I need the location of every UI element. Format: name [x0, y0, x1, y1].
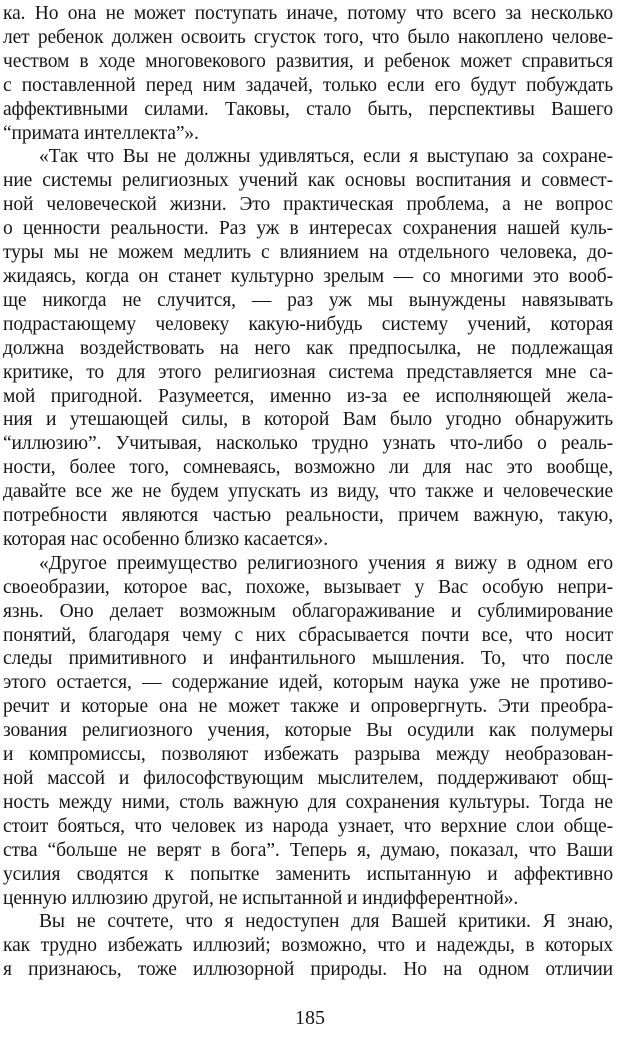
- text-line: ства “больше не верят в бога”. Теперь я, думаю, показал, что Ваши: [3, 839, 613, 861]
- text-line: «Другое преимущество религиозного учения я вижу в одном его: [39, 552, 613, 574]
- text-line: “примата интеллекта”».: [3, 122, 199, 144]
- text-line: лет ребенок должен освоить сгусток того, что было накоплено челове-: [3, 26, 613, 48]
- text-line: ной человеческой жизни. Это практическая проблема, а не вопрос: [3, 194, 613, 216]
- text-line: я признаюсь, тоже иллюзорной природы. Но на одном отличии: [3, 959, 613, 981]
- text-line: чеством в ходе многовекового развития, и ребенок может справиться: [3, 50, 613, 72]
- text-line: «Так что Вы не должны удивляться, если я выступаю за сохране-: [39, 146, 613, 168]
- text-line: стоит бояться, что человек из народа узнает, что верхние слои обще-: [3, 815, 613, 837]
- text-line: понятий, благодаря чему с них сбрасывается почти все, что носит: [3, 624, 613, 646]
- text-line: и компромиссы, позволяют избежать разрыва между необразован-: [3, 744, 613, 766]
- text-line: как трудно избежать иллюзий; возможно, что и надежды, в которых: [3, 935, 613, 957]
- text-line: жидаясь, когда он станет культурно зрелым — со многими это вооб-: [3, 265, 613, 287]
- page-text: [3, 2, 613, 982]
- text-line: должна воздействовать на него как предпосылка, не подлежащая: [3, 337, 613, 359]
- text-line: язнь. Оно делает возможным облагораживание и сублимирование: [3, 600, 613, 622]
- text-line: зования религиозного учения, которые Вы осудили как полумеры: [3, 720, 613, 742]
- text-line: подрастающему человеку какую-нибудь систему учений, которая: [3, 313, 613, 335]
- text-line: мой пригодной. Разумеется, именно из-за ее исполняющей жела-: [3, 385, 613, 407]
- text-line: речит и которые она не может также и опровергнуть. Эти преобра-: [3, 696, 613, 718]
- text-line: туры мы не можем медлить с влиянием на отдельного человека, до-: [3, 242, 613, 264]
- text-line: ность между ними, столь важную для сохранения культуры. Тогда не: [3, 791, 613, 813]
- text-line: о ценности реальности. Раз уж в интересах сохранения нашей куль-: [3, 218, 613, 240]
- text-line: аффективными силами. Таковы, стало быть, перспективы Вашего: [3, 98, 613, 120]
- text-line: усилия сводятся к попытке заменить испытанную и аффективно: [3, 863, 613, 885]
- text-line: ной массой и философствующим мыслителем, поддерживают общ-: [3, 768, 613, 789]
- page-number: 185: [295, 1007, 325, 1029]
- text-line: Вы не сочтете, что я недоступен для Вашей критики. Я знаю,: [39, 911, 613, 933]
- text-line: ка. Но она не может поступать иначе, потому что всего за несколько: [3, 3, 613, 24]
- text-line: критике, то для этого религиозная система представляется мне са-: [3, 361, 613, 383]
- text-line: “иллюзию”. Учитывая, насколько трудно узнать что-либо о реаль-: [3, 433, 613, 455]
- text-line: следы примитивного и инфантильного мышления. То, что после: [3, 648, 613, 670]
- text-line: своеобразии, которое вас, похоже, вызывает у Вас особую непри-: [3, 576, 613, 598]
- text-line: давайте все же не будем упускать из виду, что также и человеческие: [3, 481, 613, 503]
- text-line: которая нас особенно близко касается».: [3, 528, 328, 550]
- text-line: ности, более того, сомневаясь, возможно ли для нас это вообще,: [3, 457, 613, 479]
- text-line: ния и утешающей силы, в которой Вам было угодно обнаружить: [3, 409, 613, 431]
- text-line: потребности являются частью реальности, причем важную, такую,: [3, 505, 613, 527]
- text-line: ценную иллюзию другой, не испытанной и индифферентной».: [3, 887, 519, 909]
- text-line: этого остается, — содержание идей, которым наука уже не противо-: [3, 672, 613, 694]
- text-line: ще никогда не случится, — раз уж мы вынуждены навязывать: [3, 289, 613, 311]
- text-line: ние системы религиозных учений как основы воспитания и совмест-: [3, 170, 613, 192]
- text-line: с поставленной перед ним задачей, только если его будут побуждать: [3, 74, 613, 96]
